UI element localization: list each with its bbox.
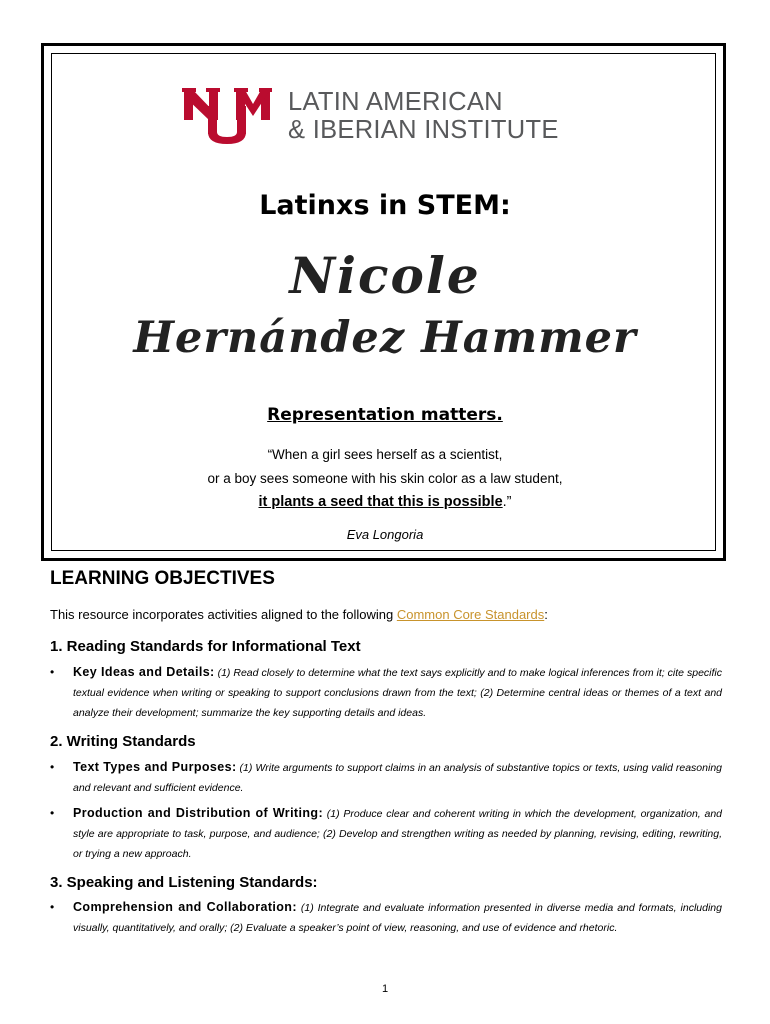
item-label: Text Types and Purposes:: [73, 760, 237, 774]
item-label: Production and Distribution of Writing:: [73, 806, 324, 820]
quote-line-1: “When a girl sees herself as a scientist,: [267, 447, 503, 462]
section-heading-reading: 1. Reading Standards for Informational Text: [50, 638, 361, 655]
bullet-icon: •: [50, 806, 55, 820]
representation-heading: Representation matters.: [267, 405, 503, 425]
section-heading-writing: 2. Writing Standards: [50, 733, 196, 750]
institute-name-line1: LATIN AMERICAN: [288, 88, 503, 116]
bullet-icon: •: [50, 760, 55, 774]
series-title: Latinxs in STEM:: [259, 190, 511, 221]
quote-end: .”: [502, 494, 512, 510]
common-core-link[interactable]: Common Core Standards: [396, 607, 545, 622]
list-item-body: [73, 662, 722, 723]
quote-line-3: [0, 494, 770, 510]
unm-logo-icon: [182, 86, 272, 146]
quote-line-2: or a boy sees someone with his skin color as a law student,: [207, 471, 563, 486]
page-number: 1: [381, 983, 389, 995]
bullet-icon: •: [50, 900, 55, 914]
subject-name-first: Nicole: [289, 246, 481, 305]
objectives-intro: [50, 607, 548, 622]
item-text: (1) Write arguments to support claims in an analysis of substantive topics or texts, using valid reasoning and relevant and sufficient evidence.: [73, 762, 722, 794]
bullet-icon: •: [50, 665, 55, 679]
list-item-body: [73, 897, 722, 938]
list-item-body: [73, 757, 722, 798]
section-heading-speaking: 3. Speaking and Listening Standards:: [50, 874, 318, 891]
item-label: Comprehension and Collaboration:: [73, 900, 297, 914]
quote-emphasis: it plants a seed that this is possible: [258, 494, 503, 510]
item-text: (1) Integrate and evaluate information presented in diverse media and formats, including visually, quantitatively, and orally; (2) Evaluate a speaker’s point of view, reasoning, and use of evidence and rhetoric.: [73, 902, 722, 934]
item-label: Key Ideas and Details:: [73, 665, 215, 679]
institute-name-line2: & IBERIAN INSTITUTE: [288, 116, 559, 144]
quote-attribution: Eva Longoria: [346, 527, 424, 542]
list-item-body: [73, 803, 722, 864]
subject-name-last: Hernández Hammer: [133, 313, 637, 363]
intro-prefix: This resource incorporates activities aligned to the following: [50, 607, 397, 622]
item-text: (1) Produce clear and coherent writing in which the development, organization, and style are appropriate to task, purpose, and audience; (2) Develop and strengthen writing as needed by planning, revising, editing, rewriting, or trying a new approach.: [73, 808, 722, 860]
learning-objectives-heading: LEARNING OBJECTIVES: [50, 568, 275, 589]
institute-name: [288, 88, 559, 144]
intro-suffix: :: [544, 607, 548, 622]
item-text: (1) Read closely to determine what the text says explicitly and to make logical inferences from it; cite specific textual evidence when writing or speaking to support conclusions drawn from the text; (2) Determine central ideas or themes of a text and analyze their development; summarize the key supporting details and ideas.: [73, 667, 722, 719]
